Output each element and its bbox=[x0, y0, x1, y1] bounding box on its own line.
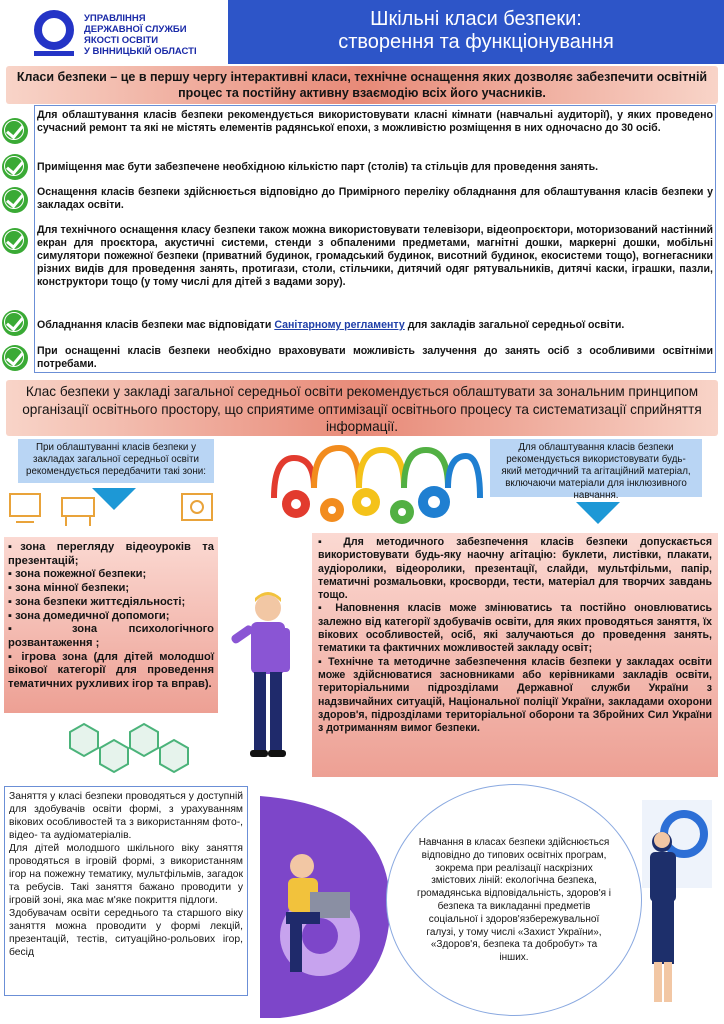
check-circle-icon bbox=[2, 118, 28, 144]
method-item: ▪ Наповнення класів може змінюватись та постійно оновлюватись залежно від категорії здобувачів освіти, для яких проводяться заняття, їх вікових особливостей, осіб, які залучаються до проведення занять, тематики та фактичних можливостей закладу освіт; bbox=[318, 602, 712, 655]
org-line: ДЕРЖАВНОЇ СЛУЖБИ bbox=[84, 24, 187, 35]
gears-icon bbox=[254, 438, 484, 530]
org-line: УПРАВЛІННЯ bbox=[84, 13, 146, 24]
logo-block bbox=[0, 0, 228, 64]
lessons-paragraph: Здобувачам освіти середнього та старшого віку заняття можна проводити у формі лекцій, презентацій, тестів, ситуаційно-рольових ігор, бесід bbox=[9, 908, 243, 958]
method-item: ▪ Для методичного забезпечення класів безпеки допускається використовувати будь-яку наочну агітацію: буклети, листівки, плакати, аудіоролики, відеоролики, презентації, слайди, мультфільми, папір, тематичні розмальовки, кросворди, тести, матеріал для творчих завдань тощо. bbox=[318, 536, 712, 602]
zone-item: ▪ зона безпеки життєдіяльності; bbox=[8, 595, 186, 608]
check-circle-icon bbox=[2, 228, 28, 254]
hexagon-icons bbox=[50, 712, 210, 784]
zones-intro-note: При облаштуванні класів безпеки у закладах загальної середньої освіти рекомендується передбачити такі зони: bbox=[18, 439, 214, 483]
requirement-item: При оснащенні класів безпеки необхідно враховувати можливість залучення до занять осіб з особливими освітніми потребами. bbox=[37, 345, 713, 370]
org-line: У ВІННИЦЬКІЙ ОБЛАСТІ bbox=[84, 46, 197, 57]
zone-item: ▪ зона пожежної безпеки; bbox=[8, 568, 147, 581]
page-title-line1: Шкільні класи безпеки: bbox=[370, 8, 582, 30]
presenter-woman-illustration bbox=[632, 790, 720, 1016]
method-item: ▪ Технічне та методичне забезпечення класів безпеки у закладах освіти може здійснюватися засновниками або керівниками закладів освіти, територіальними підрозділами Державної служби України з надзвичайних ситуацій, Національної поліції України, закладами охорони здоров'я, підрозділами територіальної оборони та Збройних Сил України з дотриманням вимог безпеки. bbox=[318, 655, 712, 735]
requirement-text: для закладів загальної середньої освіти. bbox=[404, 319, 625, 331]
person-illustration bbox=[218, 588, 308, 768]
zone-item: ▪ ігрова зона (для дітей молодшої вікової категорії для проведення тематичних рухливих ігор та вправ). bbox=[8, 650, 214, 691]
requirement-item: Для технічного оснащення класу безпеки також можна використовувати телевізори, відеопроєктори, моторизований настінний екран для проєктора, акустичні системи, стенди з обпаленими предметами, магнітні дошки, маркерні дошки, мобільні симулятори пожежної безпеки (приватний будинок, громадський будинок, висотний будинок, екосистеми тощо), вогнегасники різних видів для проведення занять, протигази, столи, стільчики, дитячий одяг рятувальників, дитячі каски, іграшки, пазли, конструктори тощо (у тому числі для дітей з вадами зору). bbox=[37, 224, 713, 288]
zone-item: ▪ зона мінної безпеки; bbox=[8, 582, 130, 595]
lessons-paragraph: Для дітей молодшого шкільного віку заняття проводяться в ігровій формі, з використанням ігор на пожежну тематику, мультфільмів, загадок та ребусів. Такі заняття бажано проводити у ігровій зоні, яка має м'яке покриття підлоги. bbox=[9, 843, 243, 906]
zone-item: ▪ зона домедичної допомоги; bbox=[8, 609, 170, 622]
logo-bar-icon bbox=[34, 51, 74, 56]
check-circle-icon bbox=[2, 154, 28, 180]
requirements-list bbox=[34, 105, 716, 373]
requirement-item: Приміщення має бути забезпечене необхідною кількістю парт (столів) та стільців для проведення занять. bbox=[37, 161, 599, 173]
materials-intro-note: Для облаштування класів безпеки рекомендується використовувати будь-який методичний та агітаційний матеріал, включаючи матеріали для інклюзивного навчання. bbox=[490, 439, 702, 497]
requirement-item: Оснащення класів безпеки здійснюється відповідно до Примірного переліку обладнання для облаштування класів безпеки у закладах освіти. bbox=[37, 186, 713, 211]
methodical-support-list bbox=[312, 533, 718, 777]
lessons-paragraph: Заняття у класі безпеки проводяться у доступній для здобувачів освіти формі, з урахуванням вікових особливостей та з використанням фото-, відео- та аудіоматеріалів. bbox=[9, 791, 243, 841]
requirement-item bbox=[37, 319, 713, 332]
sanitary-regulation-link[interactable]: Санітарному регламенту bbox=[274, 319, 405, 331]
page-title-line2: створення та функціонування bbox=[338, 31, 614, 53]
check-circle-icon bbox=[2, 310, 28, 336]
laptop-person-illustration bbox=[250, 796, 390, 1018]
zone-item: ▪зона перегляду відеоуроків та презентацій; bbox=[8, 541, 214, 567]
requirement-text: Обладнання класів безпеки має відповідати bbox=[37, 319, 275, 331]
zones-list bbox=[4, 537, 218, 713]
org-name bbox=[84, 13, 197, 57]
check-circle-icon bbox=[2, 187, 28, 213]
logo-ring-icon bbox=[34, 10, 74, 50]
arrow-down-icon bbox=[576, 502, 620, 524]
requirement-item: Для облаштування класів безпеки рекомендується використовувати класні кімнати (навчальні аудиторії), у яких проведено сучасний ремонт та які не містять елементів радянської епохи, з можливістю розміщення в них одночасно до 30 осіб. bbox=[37, 109, 713, 134]
lead-statement: Класи безпеки – це в першу чергу інтерактивні класи, технічне оснащення яких дозволяє забезпечити освітній процес та постійну активну взаємодію всіх його учасників. bbox=[6, 66, 718, 104]
lessons-description bbox=[4, 786, 248, 996]
org-line: ЯКОСТІ ОСВІТИ bbox=[84, 35, 159, 46]
zonal-principle-statement: Клас безпеки у закладі загальної середньої освіти рекомендується облаштувати за зональним принципом організації освітнього простору, що сприятиме оптимізації освітнього процесу та систематизації сприйняття інформації. bbox=[6, 380, 718, 436]
zone-icons bbox=[6, 488, 218, 530]
zone-item: ▪ зона психологічного розвантаження ; bbox=[8, 623, 214, 649]
title-banner bbox=[228, 0, 724, 64]
curriculum-note: Навчання в класах безпеки здійснюється відповідно до типових освітніх програм, зокрема при реалізації наскрізних змістових ліній: екологічна безпека, громадянська відповідальність, здоров'я і безпека та викладанні предметів соціальної і здоров'язбережувальної галузі, у тому числі «Захист України», «Здоров'я, безпека та добробут» та інших. bbox=[386, 784, 642, 1016]
check-circle-icon bbox=[2, 345, 28, 371]
